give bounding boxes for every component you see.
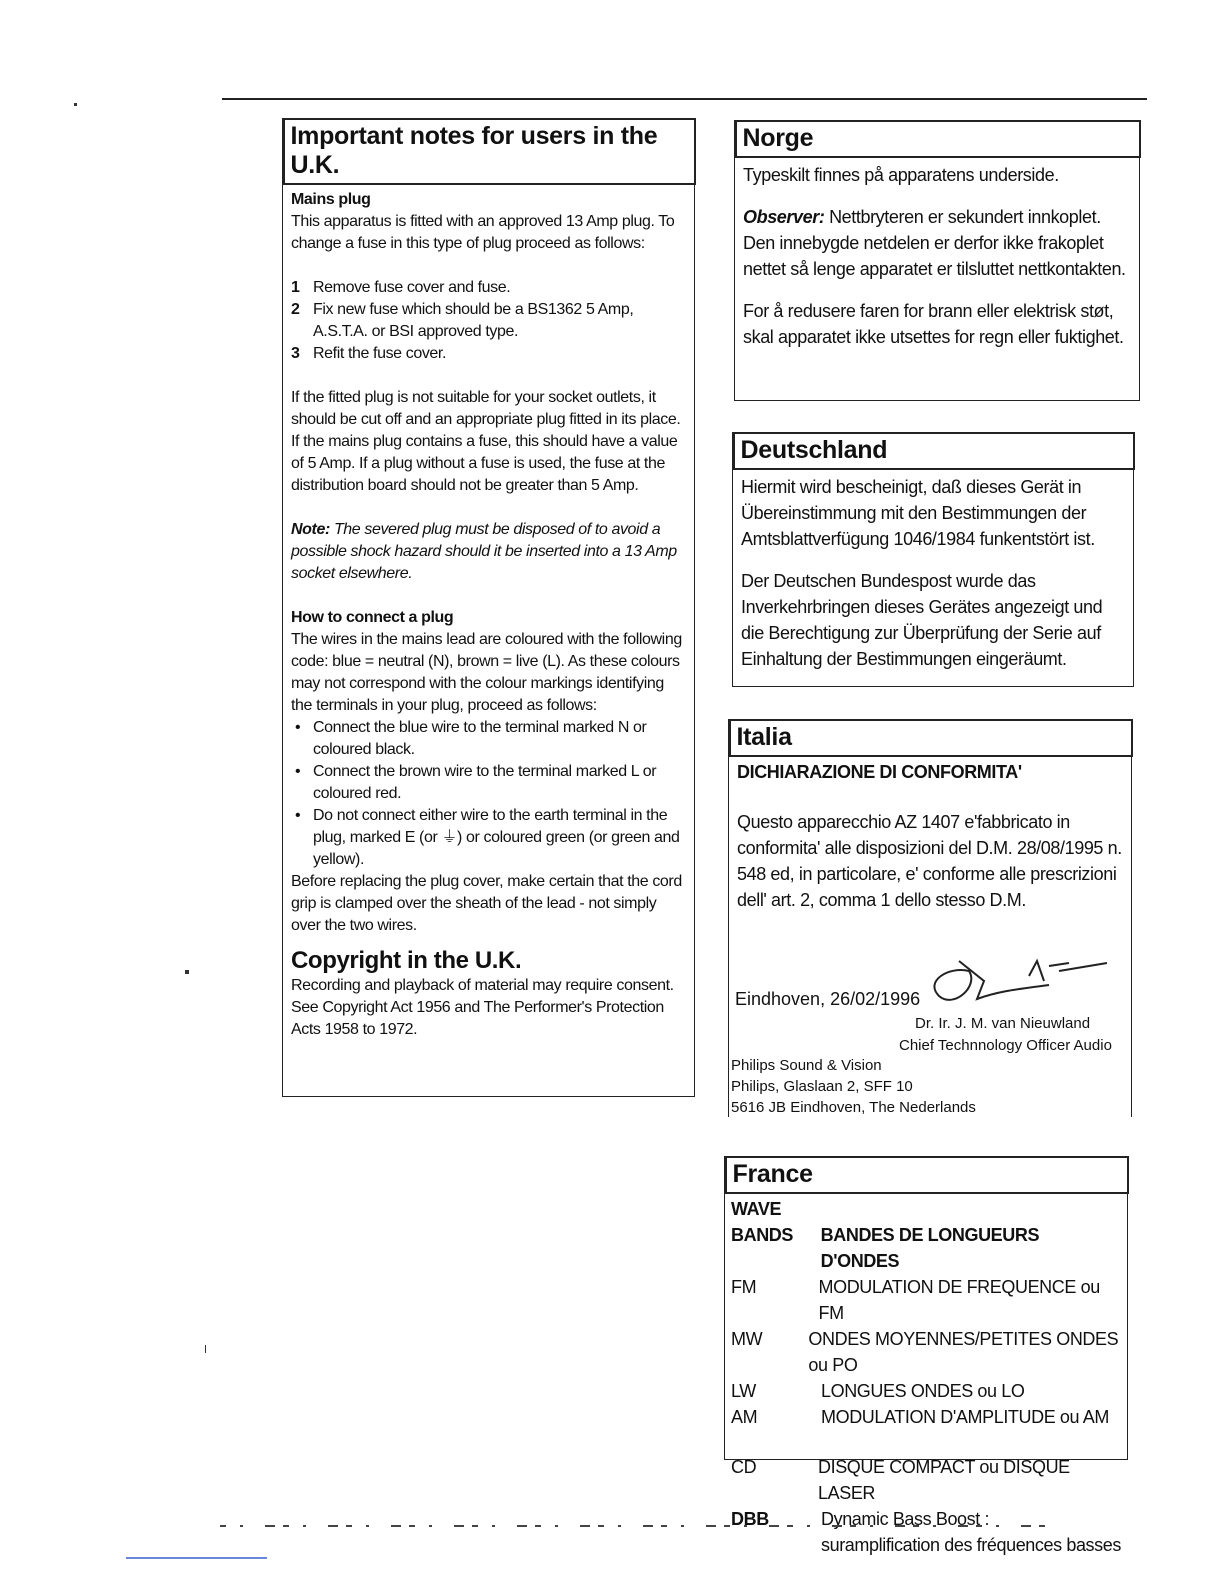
signature-graphic	[909, 941, 1109, 1011]
deutschland-para-1: Hiermit wird bescheinigt, daß dieses Gerät in Übereinstimmung mit den Bestimmungen der Amtsblattverfügung 1046/1984 funkentstört ist.	[741, 477, 1095, 549]
italia-box	[728, 719, 1132, 1117]
fuse-steps-list	[291, 277, 686, 365]
copyright-text: Recording and playback of material may require consent. See Copyright Act 1956 and The Performer's Protection Acts 1958 to 1972.	[291, 977, 674, 1038]
uk-title: Important notes for users in the U.K.	[282, 118, 696, 185]
list-item: • Connect the brown wire to the terminal marked L or coloured red.	[291, 761, 686, 805]
deutschland-box	[732, 432, 1134, 687]
table-row: CD DISQUE COMPACT ou DISQUE LASER	[731, 1457, 1070, 1503]
norge-label-location: Typeskilt finnes på apparatens underside.	[743, 165, 1059, 185]
italia-subtitle: DICHIARAZIONE DI CONFORMITA'	[737, 762, 1022, 782]
list-item: • Do not connect either wire to the earth terminal in the plug, marked E (or ⏚) or coloured green (or green and yellow).	[291, 805, 686, 871]
list-item: 3 Refit the fuse cover.	[291, 345, 447, 362]
severed-plug-note: Note: The severed plug must be disposed of to avoid a possible shock hazard should it be inserted into a 13 Amp socket elsewhere.	[291, 521, 677, 582]
fitted-plug-paragraph: If the fitted plug is not suitable for your socket outlets, it should be cut off and an appropriate plug fitted in its place. If the mains plug contains a fuse, this should have a value of 5 Amp. If a plug without a fuse is used, the fuse at the distribution board should not be greater than 5 Amp.	[291, 389, 681, 494]
table-row: FM MODULATION DE FREQUENCE ou FM	[731, 1277, 1100, 1323]
mains-plug-heading: Mains plug	[291, 191, 371, 208]
scan-speck	[205, 1345, 206, 1353]
list-item: 1 Remove fuse cover and fuse.	[291, 279, 511, 296]
signer-name: Dr. Ir. J. M. van Nieuwland	[915, 1015, 1091, 1032]
signer-title: Chief Technnology Officer Audio	[899, 1037, 1112, 1054]
top-rule	[222, 98, 1147, 100]
norge-warning: For å redusere faren for brann eller elektrisk støt, skal apparatet ikke utsettes for regn eller fuktighet.	[743, 301, 1124, 347]
norge-title: Norge	[734, 120, 1141, 158]
deutschland-title: Deutschland	[732, 432, 1135, 470]
scan-speck	[74, 103, 77, 106]
deutschland-para-2: Der Deutschen Bundespost wurde das Inverkehrbringen dieses Gerätes angezeigt und die Berechtigung zur Überprüfung der Serie auf Einhaltung der Bestimmungen eingeräumt.	[741, 571, 1103, 669]
italia-declaration: Questo apparecchio AZ 1407 e'fabbricato in conformita' alle disposizioni del D.M. 28/08/1995 n. 548 ed, in particolare, e' conforme alle prescrizioni dell' art. 2, comma 1 dello stesso D.M.	[737, 812, 1122, 910]
scan-noise-line	[220, 1520, 1120, 1540]
copyright-title: Copyright in the U.K.	[291, 947, 522, 974]
list-item: 2 Fix new fuse which should be a BS1362 5 Amp, A.S.T.A. or BSI approved type.	[291, 301, 634, 340]
france-bands-header: BANDS BANDES DE LONGUEURS D'ONDES	[731, 1225, 1040, 1271]
before-replacing-paragraph: Before replacing the plug cover, make certain that the cord grip is clamped over the sheath of the lead - not simply over the two wires.	[291, 873, 682, 934]
uk-notes-box	[282, 118, 695, 1097]
connect-plug-heading: How to connect a plug	[291, 609, 454, 626]
norge-box	[734, 120, 1140, 401]
scan-blue-line	[126, 1557, 267, 1559]
table-row: suramplification des fréquences basses	[821, 1535, 1121, 1555]
scan-speck	[185, 970, 189, 974]
table-row: DBB Dynamic Bass Boost :	[731, 1509, 990, 1529]
france-wave: WAVE	[731, 1199, 782, 1219]
table-row: MW ONDES MOYENNES/PETITES ONDES ou PO	[731, 1329, 1119, 1375]
table-row: LW LONGUES ONDES ou LO	[731, 1381, 1025, 1401]
italia-title: Italia	[728, 719, 1133, 757]
italia-place-date: Eindhoven, 26/02/1996	[735, 989, 921, 1009]
mains-plug-intro: This apparatus is fitted with an approved 13 Amp plug. To change a fuse in this type of plug proceed as follows:	[291, 213, 675, 252]
connect-plug-intro: The wires in the mains lead are coloured with the following code: blue = neutral (N), brown = live (L). As these colours may not correspond with the colour markings identifying the terminals in your plug, proceed as follows:	[291, 631, 682, 714]
norge-observer: Observer: Nettbryteren er sekundert innkoplet. Den innebygde netdelen er derfor ikke frakoplet nettet så lenge apparatet er tilsluttet nettkontakten.	[743, 207, 1126, 279]
table-row: AM MODULATION D'AMPLITUDE ou AM	[731, 1407, 1109, 1427]
france-title: France	[724, 1156, 1129, 1194]
france-box	[724, 1156, 1128, 1555]
wiring-bullets	[291, 717, 686, 871]
list-item: • Connect the blue wire to the terminal marked N or coloured black.	[291, 717, 686, 761]
italia-address: Philips Sound & Vision Philips, Glaslaan 2, SFF 10 5616 JB Eindhoven, The Nederlands	[731, 1057, 976, 1116]
